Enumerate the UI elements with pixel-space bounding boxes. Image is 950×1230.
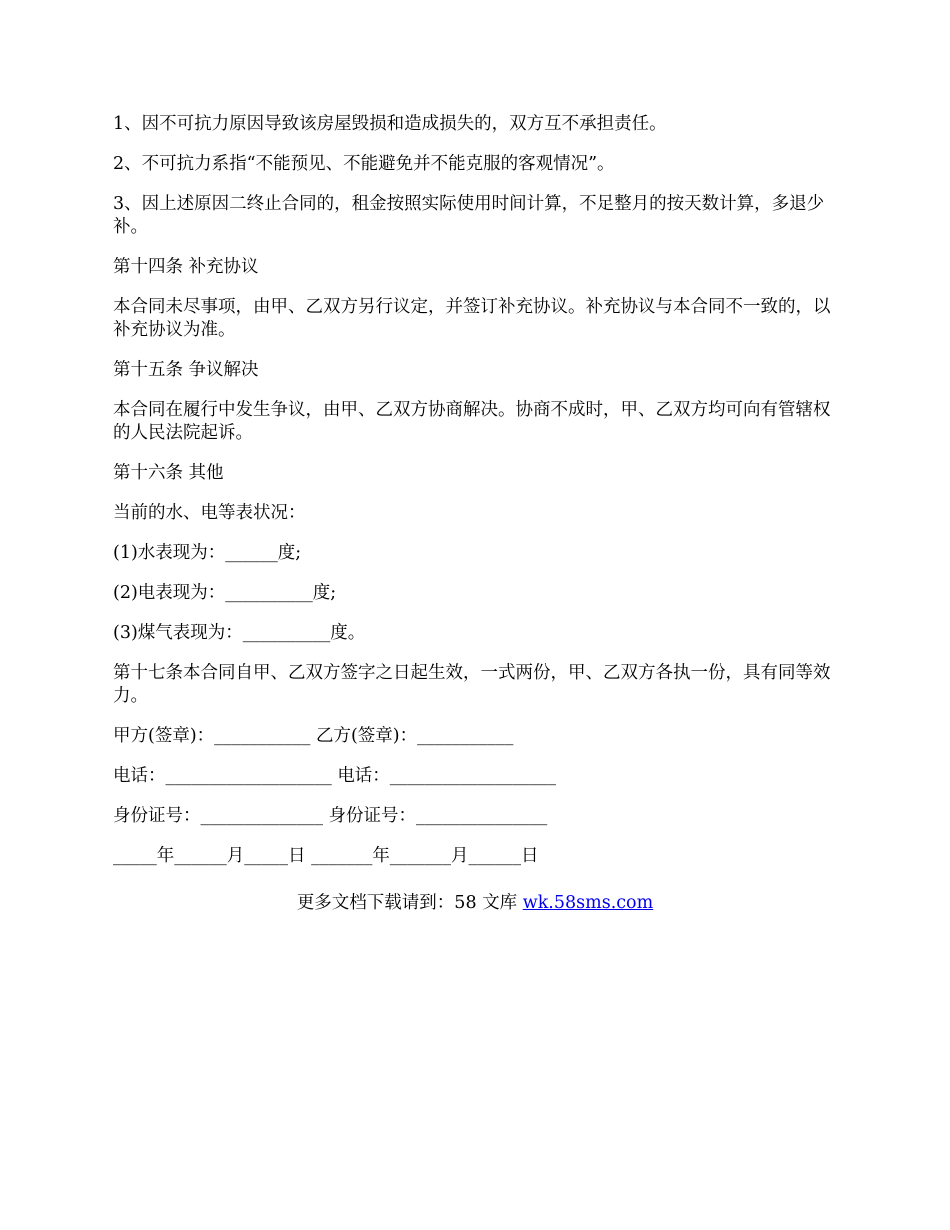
footer-text: 更多文档下载请到：58 文库 — [296, 893, 523, 913]
phone-line: 电话：___________________ 电话：___________________ — [113, 766, 557, 786]
gas-meter-line: (3)煤气表现为：__________度。 — [113, 623, 366, 643]
clause-force-majeure-3: 3、因上述原因二终止合同的，租金按照实际使用时间计算，不足整月的按天数计算，多退少补。 — [113, 194, 825, 237]
meter-status-intro: 当前的水、电等表状况： — [113, 503, 306, 523]
water-meter-line: (1)水表现为：______度; — [113, 543, 302, 563]
heading-article-14: 第十四条 补充协议 — [113, 257, 259, 277]
signature-line: 甲方(签章)：___________ 乙方(签章)：___________ — [113, 726, 514, 746]
document-body — [113, 113, 843, 885]
article-17-text: 第十七条本合同自甲、乙双方签字之日起生效，一式两份，甲、乙双方各执一份，具有同等效力。 — [113, 663, 831, 706]
clause-force-majeure-2: 2、不可抗力系指“不能预见、不能避免并不能克服的客观情况”。 — [113, 154, 615, 174]
article-14-text: 本合同未尽事项，由甲、乙双方另行议定，并签订补充协议。补充协议与本合同不一致的，以补充协议为准。 — [113, 297, 831, 340]
article-15-text: 本合同在履行中发生争议，由甲、乙双方协商解决。协商不成时，甲、乙双方均可向有管辖权的人民法院起诉。 — [113, 400, 831, 443]
electric-meter-line: (2)电表现为：__________度; — [113, 583, 337, 603]
id-number-line: 身份证号：______________ 身份证号：_______________ — [113, 806, 548, 826]
download-footer — [0, 892, 950, 915]
heading-article-16: 第十六条 其他 — [113, 463, 224, 483]
footer-link[interactable]: wk.58sms.com — [522, 893, 654, 913]
heading-article-15: 第十五条 争议解决 — [113, 360, 259, 380]
clause-force-majeure-1: 1、因不可抗力原因导致该房屋毁损和造成损失的，双方互不承担责任。 — [113, 114, 667, 134]
date-line: _____年______月_____日 _______年_______月______日 — [113, 846, 539, 866]
